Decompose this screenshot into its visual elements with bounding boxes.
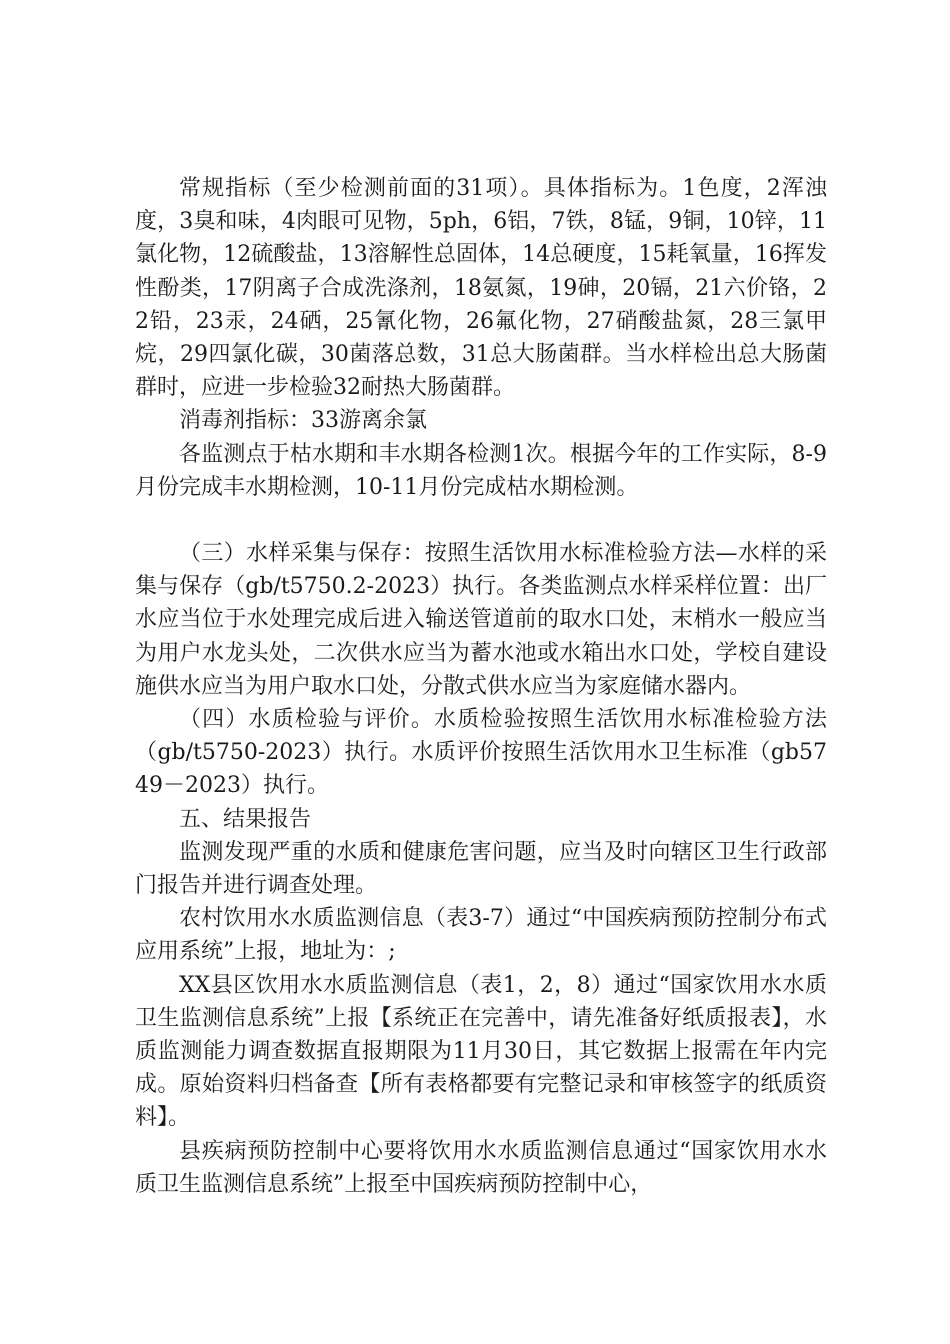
paragraph-testing-schedule: 各监测点于枯水期和丰水期各检测1次。根据今年的工作实际，8-9月份完成丰水期检测，10-11月份完成枯水期检测。 xyxy=(135,441,827,500)
section-heading-results-report: 五、结果报告 xyxy=(179,806,312,832)
paragraph-routine-indicators: 常规指标（至少检测前面的31项）。具体指标为。1色度，2浑浊度，3臭和味，4肉眼可见物，5ph，6铝，7铁，8锰，9铜，10锌，11氯化物，12硫酸盐，13溶解性总固体，14总硬度，15耗氧量，16挥发性酚类，17阴离子合成洗涤剂，18氨氮，19砷，20镉，21六价铬，22铅，23汞，24硒，25氰化物，26氟化物，27硝酸盐氮，28三氯甲烷，29四氯化碳，30菌落总数，31总大肠菌群。当水样检出总大肠菌群时，应进一步检验32耐热大肠菌群。 xyxy=(135,176,827,401)
paragraph-county-water-report: XX县区饮用水水质监测信息（表1，2，8）通过“国家饮用水水质卫生监测信息系统”上报【系统正在完善中，请先准备好纸质报表】，水质监测能力调查数据直报期限为11月30日，其它数据上报需在年内完成。原始资料归档备查【所有表格都要有完整记录和审核签字的纸质资料】。 xyxy=(135,972,827,1131)
paragraph-cdc-report: 县疾病预防控制中心要将饮用水水质监测信息通过“国家饮用水水质卫生监测信息系统”上报至中国疾病预防控制中心， xyxy=(135,1138,827,1197)
paragraph-disinfectant-indicator: 消毒剂指标：33游离余氯 xyxy=(179,408,427,434)
paragraph-rural-water-report: 农村饮用水水质监测信息（表3-7）通过“中国疾病预防控制分布式应用系统”上报，地址为：; xyxy=(135,906,827,965)
document-body xyxy=(135,172,827,1201)
paragraph-sample-collection: （三）水样采集与保存：按照生活饮用水标准检验方法—水样的采集与保存（gb/t5750.2-2023）执行。各类监测点水样采样位置：出厂水应当位于水处理完成后进入输送管道前的取水口处，末梢水一般应当为用户水龙头处，二次供水应当为蓄水池或水箱出水口处，学校自建设施供水应当为用户取水口处，分散式供水应当为家庭储水器内。 xyxy=(135,541,827,699)
paragraph-spacer xyxy=(135,504,827,537)
paragraph-report-hazards: 监测发现严重的水质和健康危害问题，应当及时向辖区卫生行政部门报告并进行调查处理。 xyxy=(135,839,827,899)
paragraph-water-quality-evaluation: （四）水质检验与评价。水质检验按照生活饮用水标准检验方法（gb/t5750-2023）执行。水质评价按照生活饮用水卫生标准（gb5749－2023）执行。 xyxy=(135,707,827,799)
